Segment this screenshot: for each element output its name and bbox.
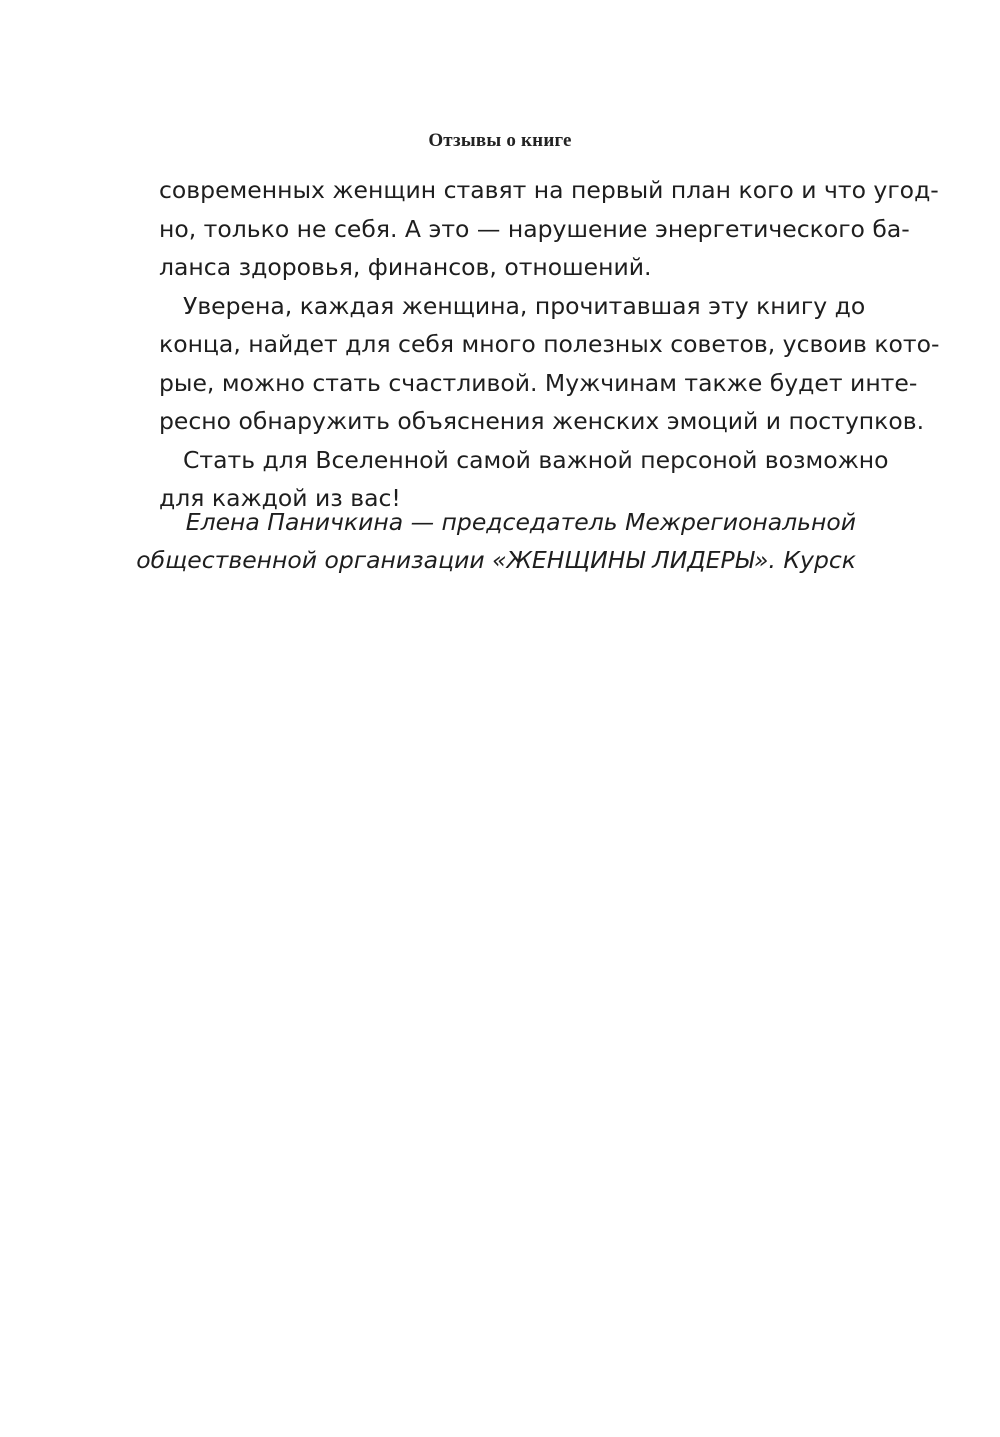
text-line: рые, можно стать счастливой. Мужчинам также будет инте- [159,368,918,397]
text-line: для каждой из вас! [159,484,401,512]
text-line: но, только не себя. А это — нарушение энергетического ба- [159,214,910,243]
signature-line: общественной организации «ЖЕНЩИНЫ ЛИДЕРЫ». Курск [136,546,856,574]
text-line: ланса здоровья, финансов, отношений. [159,253,652,281]
text-line: Стать для Вселенной самой важной персоной возможно [183,445,889,474]
text-line: конца, найдет для себя много полезных советов, усвоив кото- [159,330,940,358]
text-line: Уверена, каждая женщина, прочитавшая эту книгу до [183,291,866,320]
body-text [159,171,940,518]
text-line: современных женщин ставят на первый план кого и что угод- [159,176,939,204]
signature-line: Елена Паничкина — председатель Межрегиональной [185,508,856,536]
running-head: Отзывы о книге [428,130,572,151]
review-signature [120,503,856,579]
text-line: ресно обнаружить объяснения женских эмоций и поступков. [159,407,925,435]
